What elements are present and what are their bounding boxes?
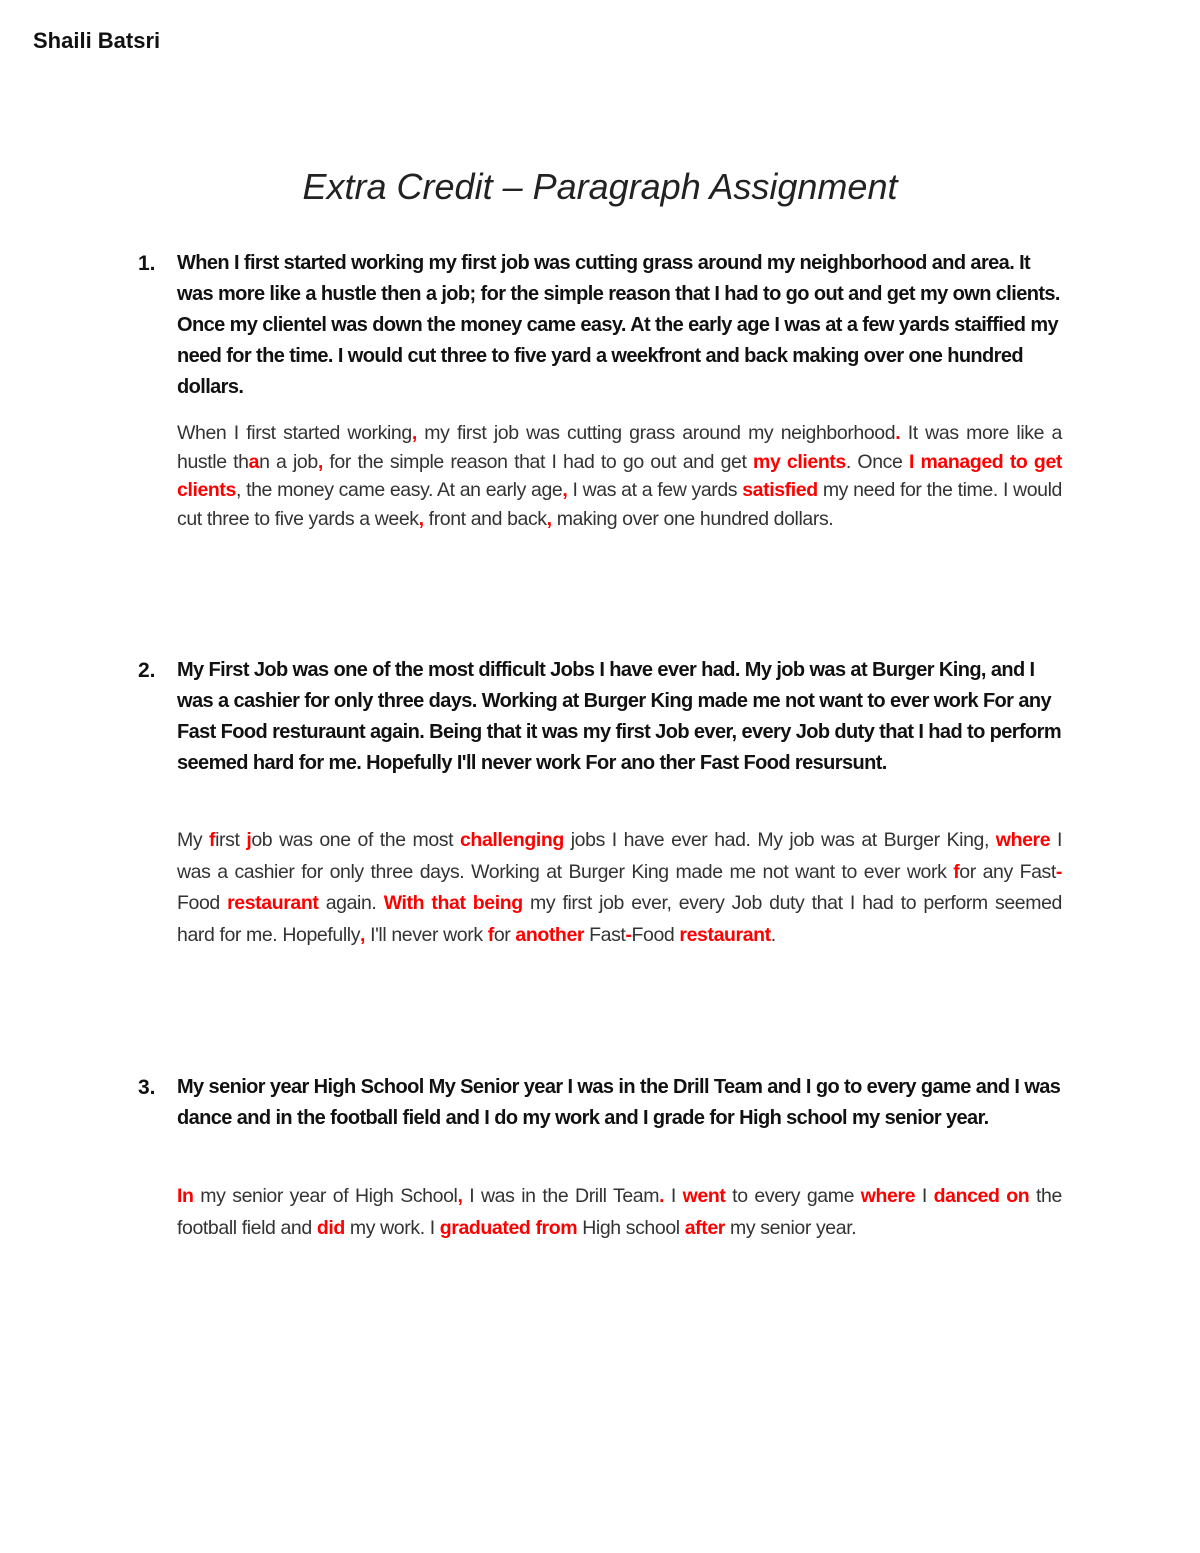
paragraph-text: ob was one of the most <box>251 829 460 851</box>
item-number: 1. <box>138 252 156 275</box>
paragraph-text: my work. I <box>344 1216 440 1239</box>
correction-text: , <box>562 479 568 502</box>
author-name: Shaili Batsri <box>33 28 161 53</box>
correction-text: , <box>317 450 323 473</box>
correction-text: With that being <box>383 892 523 914</box>
correction-text: challenging <box>459 829 564 851</box>
correction-text: - <box>625 923 632 946</box>
correction-text: graduated from <box>439 1216 578 1239</box>
correction-text: , <box>360 923 366 946</box>
paragraph-text: my senior year. <box>725 1216 857 1239</box>
paragraph-text: my first job was cutting grass around my neighborhood <box>416 422 896 444</box>
correction-text: f <box>953 860 960 883</box>
paragraph-text: again. <box>318 892 384 914</box>
correction-text: restaurant <box>227 892 319 914</box>
correction-text: my clients <box>753 450 846 473</box>
paragraph-text: my need for the time. I would cut three to five yards a week <box>177 479 1062 530</box>
paragraph-text: Food <box>177 892 228 914</box>
correction-text: f <box>487 923 494 946</box>
correction-text: j <box>246 829 252 851</box>
paragraph-text: When I first started working <box>177 422 412 444</box>
correction-text: . <box>659 1185 665 1207</box>
correction-text: where <box>860 1185 916 1207</box>
correction-text: , <box>457 1185 463 1207</box>
paragraph-text: n a job <box>259 450 318 473</box>
correction-text: , <box>418 507 424 530</box>
paragraph-text: front and back <box>423 507 547 530</box>
item-number: 2. <box>138 659 156 682</box>
paragraph-text: to every game <box>725 1185 861 1207</box>
correction-text: . <box>895 422 901 444</box>
correction-text: where <box>995 829 1051 851</box>
correction-text: , <box>546 507 552 530</box>
original-paragraph: When I first started working my first job was cutting grass around my neighborhood and area. It was more like a hustle then a job; for the simple reason that I had to go out and get my own clients. Once my clientel was down the money came easy. At the early age I was at a few yards staiffied my need for the time. I would cut three to five yard a weekfront and back making over one hundred dollars. <box>177 252 1060 398</box>
corrected-paragraph <box>177 825 1062 951</box>
paragraph-text: I was in the Drill Team <box>462 1185 660 1207</box>
correction-text: after <box>684 1216 725 1239</box>
document-title: Extra Credit – Paragraph Assignment <box>302 166 898 208</box>
paragraph-text: or <box>493 923 516 946</box>
correction-text: , <box>411 422 417 444</box>
correction-text: another <box>515 923 585 946</box>
paragraph-text: jobs I have ever had. My job was at Burger King, <box>563 829 996 851</box>
correction-text: did <box>316 1216 345 1239</box>
paragraph-text: It was more like a hustle th <box>177 422 1062 473</box>
paragraph-text: High school <box>577 1216 685 1239</box>
paragraph-text: I <box>664 1185 683 1207</box>
paragraph-text: my first job ever, every Job duty that I had to perform seemed hard for me. Hopefully <box>177 892 1062 946</box>
correction-text: a <box>248 450 260 473</box>
paragraph-text: My <box>177 829 210 851</box>
paragraph-text: my senior year of High School <box>193 1185 458 1207</box>
correction-text: satisfied <box>742 479 818 502</box>
paragraph-text: I was at a few yards <box>567 479 743 502</box>
paragraph-text: I <box>915 1185 934 1207</box>
paragraph-text: . <box>770 923 776 946</box>
paragraph-text: Fast <box>584 923 626 946</box>
correction-text: I managed to get clients <box>177 450 1062 502</box>
original-paragraph: My senior year High School My Senior year I was in the Drill Team and I go to every game and I was dance and in the football field and I do my work and I grade for High school my senior year. <box>177 1076 1061 1129</box>
paragraph-text: for the simple reason that I had to go out and get <box>322 450 753 473</box>
paragraph-text: I'll never work <box>365 923 488 946</box>
corrected-paragraph <box>177 1181 1062 1244</box>
correction-text: danced on <box>933 1185 1030 1207</box>
paragraph-text: the football field and <box>177 1185 1062 1239</box>
paragraph-text: irst <box>215 829 247 851</box>
original-paragraph: My First Job was one of the most difficult Jobs I have ever had. My job was at Burger King, and I was a cashier for only three days. Working at Burger King made me not want to ever work For any Fast Food resturaunt again. Being that it was my first Job ever, every Job duty that I had to perform seemed hard for me. Hopefully I'll never work For ano ther Fast Food resursunt. <box>177 659 1062 774</box>
paragraph-text: , the money came easy. At an early age <box>235 479 563 502</box>
item-number: 3. <box>138 1076 156 1099</box>
paragraph-text: or any Fast <box>959 860 1056 883</box>
paragraph-text: . Once <box>845 450 909 473</box>
correction-text: - <box>1055 860 1062 883</box>
paragraph-text: Food <box>631 923 680 946</box>
paragraph-text: making over one hundred dollars. <box>551 507 834 530</box>
corrected-paragraph <box>177 419 1062 533</box>
correction-text: restaurant <box>679 923 771 946</box>
correction-text: f <box>209 829 216 851</box>
correction-text: In <box>177 1185 194 1207</box>
correction-text: went <box>682 1185 726 1207</box>
paragraph-text: I was a cashier for only three days. Working at Burger King made me not want to ever work <box>177 829 1062 883</box>
